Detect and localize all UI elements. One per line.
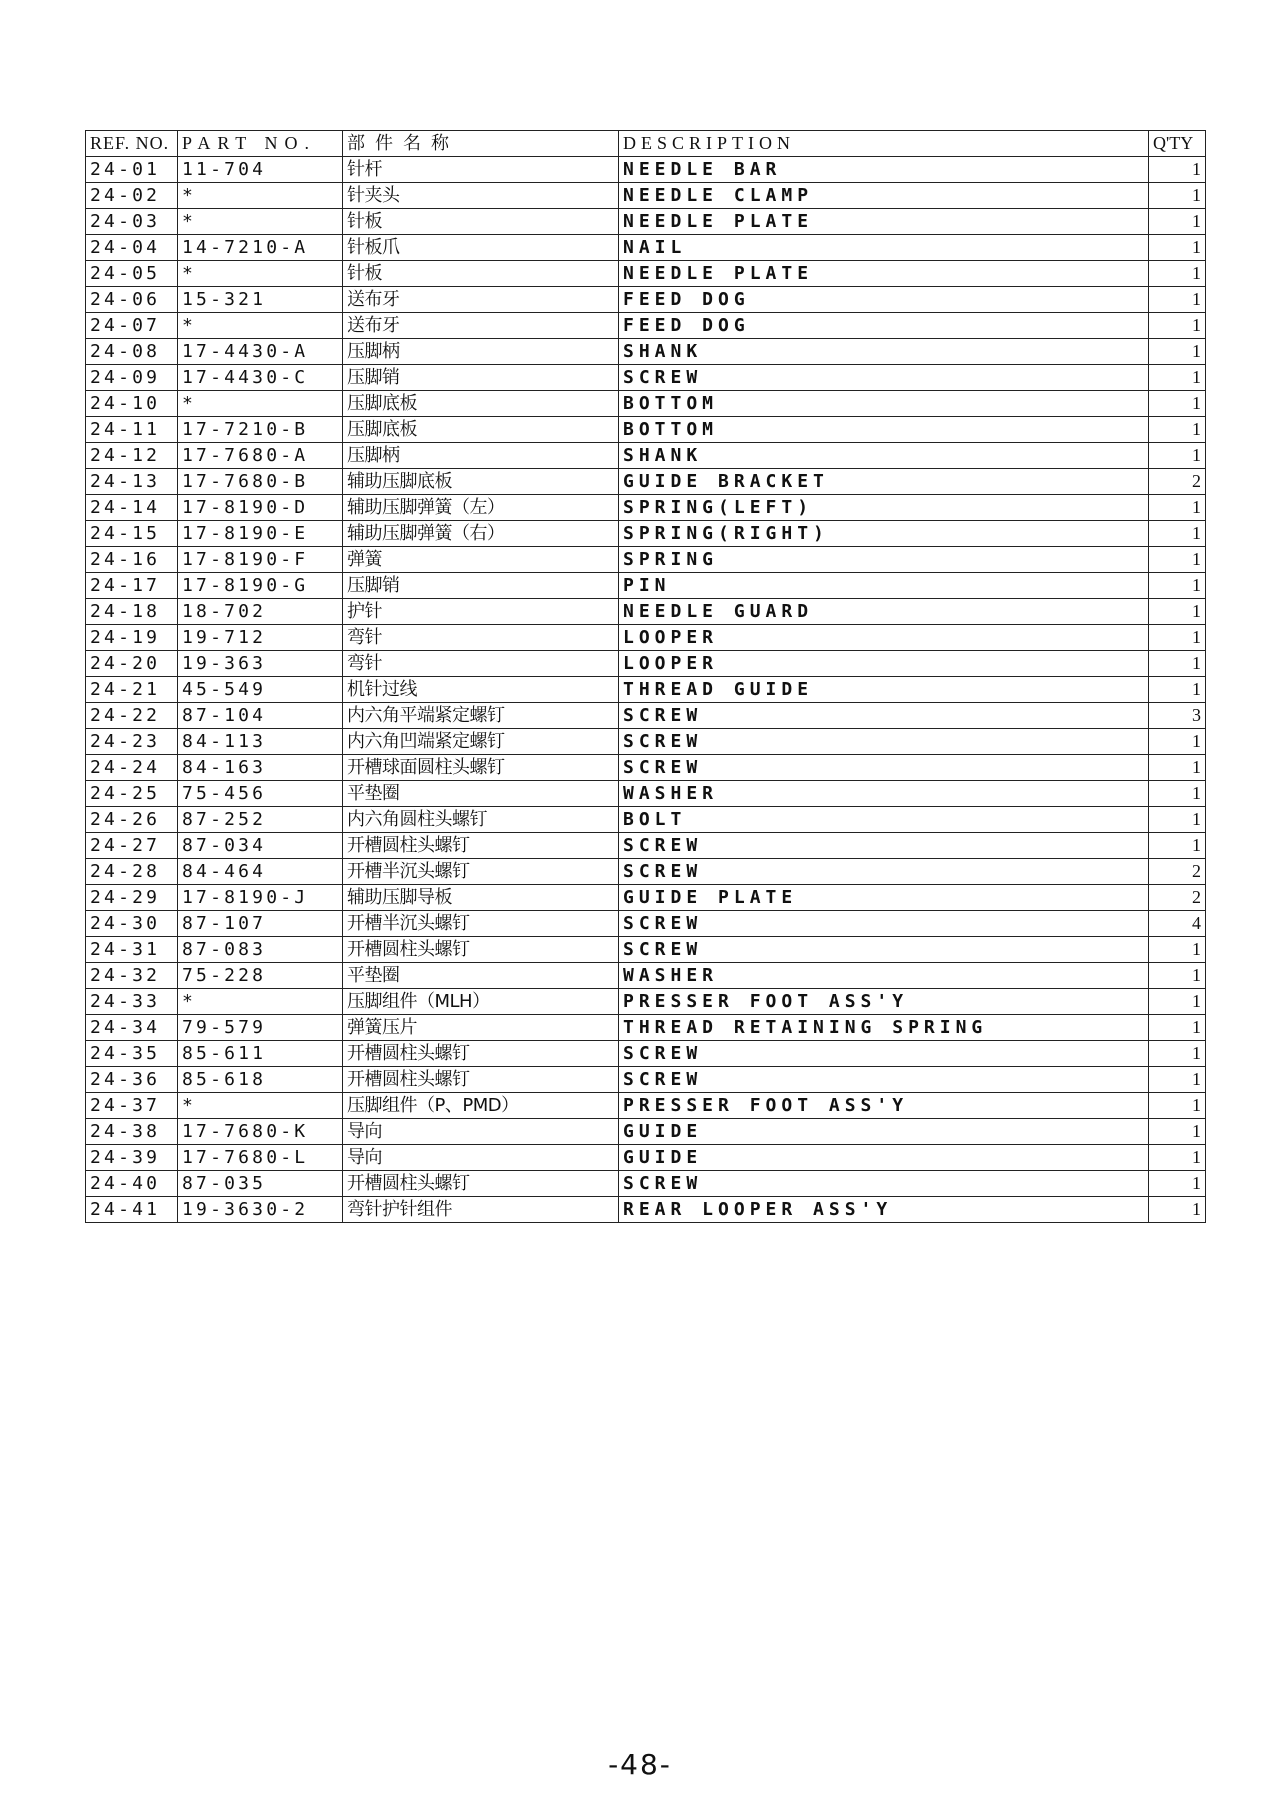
part-name-cn-cell: 辅助压脚底板 bbox=[343, 469, 619, 495]
part-name-cn-cell: 开槽圆柱头螺钉 bbox=[343, 833, 619, 859]
table-row bbox=[86, 235, 1206, 261]
part-name-cn-cell: 平垫圈 bbox=[343, 963, 619, 989]
part-no-cell: 87-104 bbox=[178, 703, 343, 729]
part-no-cell: 17-7210-B bbox=[178, 417, 343, 443]
table-row bbox=[86, 183, 1206, 209]
page-number: -48- bbox=[608, 1748, 672, 1781]
part-name-cn-cell: 压脚销 bbox=[343, 573, 619, 599]
description-cell: PIN bbox=[619, 573, 1149, 599]
part-name-cn-cell: 机针过线 bbox=[343, 677, 619, 703]
table-row bbox=[86, 1015, 1206, 1041]
part-name-cn-cell: 压脚销 bbox=[343, 365, 619, 391]
quantity-cell: 1 bbox=[1149, 417, 1206, 443]
part-name-cn-cell: 压脚柄 bbox=[343, 443, 619, 469]
part-no-cell: 15-321 bbox=[178, 287, 343, 313]
part-no-cell: 17-8190-J bbox=[178, 885, 343, 911]
table-row bbox=[86, 625, 1206, 651]
table-row bbox=[86, 261, 1206, 287]
ref-no-cell: 24-01 bbox=[86, 157, 178, 183]
table-row bbox=[86, 911, 1206, 937]
ref-no-cell: 24-37 bbox=[86, 1093, 178, 1119]
ref-no-cell: 24-11 bbox=[86, 417, 178, 443]
ref-no-cell: 24-19 bbox=[86, 625, 178, 651]
ref-no-cell: 24-04 bbox=[86, 235, 178, 261]
table-row bbox=[86, 1041, 1206, 1067]
ref-no-cell: 24-40 bbox=[86, 1171, 178, 1197]
part-no-cell: 17-8190-D bbox=[178, 495, 343, 521]
table-row bbox=[86, 339, 1206, 365]
table-row bbox=[86, 209, 1206, 235]
table-row bbox=[86, 573, 1206, 599]
part-no-cell: 75-456 bbox=[178, 781, 343, 807]
part-name-cn-cell: 弹簧 bbox=[343, 547, 619, 573]
quantity-cell: 1 bbox=[1149, 833, 1206, 859]
part-name-cn-cell: 弹簧压片 bbox=[343, 1015, 619, 1041]
ref-no-cell: 24-08 bbox=[86, 339, 178, 365]
part-no-cell: 87-107 bbox=[178, 911, 343, 937]
table-row bbox=[86, 443, 1206, 469]
ref-no-cell: 24-20 bbox=[86, 651, 178, 677]
ref-no-cell: 24-41 bbox=[86, 1197, 178, 1223]
description-cell: PRESSER FOOT ASS'Y bbox=[619, 989, 1149, 1015]
table-row bbox=[86, 547, 1206, 573]
table-row bbox=[86, 1197, 1206, 1223]
part-name-cn-cell: 辅助压脚弹簧（右） bbox=[343, 521, 619, 547]
part-no-cell: 75-228 bbox=[178, 963, 343, 989]
part-name-cn-cell: 开槽半沉头螺钉 bbox=[343, 911, 619, 937]
quantity-cell: 1 bbox=[1149, 677, 1206, 703]
description-cell: SPRING bbox=[619, 547, 1149, 573]
description-cell: SHANK bbox=[619, 443, 1149, 469]
quantity-cell: 1 bbox=[1149, 989, 1206, 1015]
part-name-cn-cell: 内六角平端紧定螺钉 bbox=[343, 703, 619, 729]
part-no-cell: 87-035 bbox=[178, 1171, 343, 1197]
description-cell: SCREW bbox=[619, 755, 1149, 781]
table-row bbox=[86, 313, 1206, 339]
part-name-cn-cell: 开槽圆柱头螺钉 bbox=[343, 1171, 619, 1197]
ref-no-cell: 24-14 bbox=[86, 495, 178, 521]
description-cell: BOTTOM bbox=[619, 391, 1149, 417]
header-part-no: PART NO. bbox=[178, 131, 343, 157]
ref-no-cell: 24-25 bbox=[86, 781, 178, 807]
part-name-cn-cell: 针夹头 bbox=[343, 183, 619, 209]
parts-table-body bbox=[86, 157, 1206, 1223]
header-name-cn: 部件名称 bbox=[343, 131, 619, 157]
part-no-cell: * bbox=[178, 1093, 343, 1119]
quantity-cell: 1 bbox=[1149, 755, 1206, 781]
part-no-cell: 84-113 bbox=[178, 729, 343, 755]
table-row bbox=[86, 469, 1206, 495]
description-cell: SCREW bbox=[619, 1041, 1149, 1067]
quantity-cell: 1 bbox=[1149, 1171, 1206, 1197]
table-row bbox=[86, 1093, 1206, 1119]
part-no-cell: 17-8190-G bbox=[178, 573, 343, 599]
table-row bbox=[86, 781, 1206, 807]
quantity-cell: 1 bbox=[1149, 261, 1206, 287]
part-no-cell: 79-579 bbox=[178, 1015, 343, 1041]
ref-no-cell: 24-15 bbox=[86, 521, 178, 547]
quantity-cell: 1 bbox=[1149, 781, 1206, 807]
parts-table bbox=[85, 130, 1206, 1223]
table-row bbox=[86, 599, 1206, 625]
ref-no-cell: 24-09 bbox=[86, 365, 178, 391]
part-name-cn-cell: 压脚组件（P、PMD） bbox=[343, 1093, 619, 1119]
quantity-cell: 2 bbox=[1149, 885, 1206, 911]
description-cell: SHANK bbox=[619, 339, 1149, 365]
table-row bbox=[86, 287, 1206, 313]
part-no-cell: * bbox=[178, 391, 343, 417]
part-name-cn-cell: 开槽圆柱头螺钉 bbox=[343, 1067, 619, 1093]
table-row bbox=[86, 989, 1206, 1015]
quantity-cell: 1 bbox=[1149, 495, 1206, 521]
part-no-cell: 14-7210-A bbox=[178, 235, 343, 261]
part-name-cn-cell: 送布牙 bbox=[343, 287, 619, 313]
ref-no-cell: 24-18 bbox=[86, 599, 178, 625]
part-no-cell: 17-7680-K bbox=[178, 1119, 343, 1145]
part-no-cell: 17-8190-E bbox=[178, 521, 343, 547]
description-cell: BOTTOM bbox=[619, 417, 1149, 443]
ref-no-cell: 24-36 bbox=[86, 1067, 178, 1093]
table-row bbox=[86, 417, 1206, 443]
table-row bbox=[86, 755, 1206, 781]
ref-no-cell: 24-26 bbox=[86, 807, 178, 833]
ref-no-cell: 24-30 bbox=[86, 911, 178, 937]
part-no-cell: 87-034 bbox=[178, 833, 343, 859]
quantity-cell: 1 bbox=[1149, 443, 1206, 469]
ref-no-cell: 24-05 bbox=[86, 261, 178, 287]
ref-no-cell: 24-07 bbox=[86, 313, 178, 339]
ref-no-cell: 24-27 bbox=[86, 833, 178, 859]
quantity-cell: 1 bbox=[1149, 1041, 1206, 1067]
table-row bbox=[86, 1171, 1206, 1197]
description-cell: SCREW bbox=[619, 1171, 1149, 1197]
description-cell: WASHER bbox=[619, 963, 1149, 989]
part-no-cell: 18-702 bbox=[178, 599, 343, 625]
part-name-cn-cell: 导向 bbox=[343, 1145, 619, 1171]
header-description: DESCRIPTION bbox=[619, 131, 1149, 157]
quantity-cell: 1 bbox=[1149, 1197, 1206, 1223]
ref-no-cell: 24-23 bbox=[86, 729, 178, 755]
part-name-cn-cell: 平垫圈 bbox=[343, 781, 619, 807]
description-cell: REAR LOOPER ASS'Y bbox=[619, 1197, 1149, 1223]
quantity-cell: 1 bbox=[1149, 807, 1206, 833]
ref-no-cell: 24-38 bbox=[86, 1119, 178, 1145]
ref-no-cell: 24-24 bbox=[86, 755, 178, 781]
part-no-cell: * bbox=[178, 209, 343, 235]
table-row bbox=[86, 885, 1206, 911]
table-row bbox=[86, 859, 1206, 885]
table-row bbox=[86, 1067, 1206, 1093]
part-no-cell: 45-549 bbox=[178, 677, 343, 703]
part-name-cn-cell: 送布牙 bbox=[343, 313, 619, 339]
ref-no-cell: 24-03 bbox=[86, 209, 178, 235]
ref-no-cell: 24-22 bbox=[86, 703, 178, 729]
description-cell: FEED DOG bbox=[619, 287, 1149, 313]
description-cell: THREAD RETAINING SPRING bbox=[619, 1015, 1149, 1041]
description-cell: SCREW bbox=[619, 911, 1149, 937]
description-cell: SCREW bbox=[619, 859, 1149, 885]
table-row bbox=[86, 963, 1206, 989]
part-name-cn-cell: 内六角圆柱头螺钉 bbox=[343, 807, 619, 833]
quantity-cell: 4 bbox=[1149, 911, 1206, 937]
table-header-row bbox=[86, 131, 1206, 157]
table-row bbox=[86, 729, 1206, 755]
header-ref-no: REF. NO. bbox=[86, 131, 178, 157]
ref-no-cell: 24-17 bbox=[86, 573, 178, 599]
part-name-cn-cell: 护针 bbox=[343, 599, 619, 625]
part-name-cn-cell: 压脚底板 bbox=[343, 391, 619, 417]
part-name-cn-cell: 辅助压脚弹簧（左） bbox=[343, 495, 619, 521]
part-no-cell: 17-4430-C bbox=[178, 365, 343, 391]
header-qty: Q'TY bbox=[1149, 131, 1206, 157]
part-name-cn-cell: 弯针护针组件 bbox=[343, 1197, 619, 1223]
quantity-cell: 1 bbox=[1149, 573, 1206, 599]
quantity-cell: 2 bbox=[1149, 859, 1206, 885]
part-name-cn-cell: 弯针 bbox=[343, 651, 619, 677]
ref-no-cell: 24-06 bbox=[86, 287, 178, 313]
part-no-cell: 84-163 bbox=[178, 755, 343, 781]
part-no-cell: 19-363 bbox=[178, 651, 343, 677]
quantity-cell: 1 bbox=[1149, 287, 1206, 313]
quantity-cell: 1 bbox=[1149, 391, 1206, 417]
description-cell: SCREW bbox=[619, 703, 1149, 729]
ref-no-cell: 24-33 bbox=[86, 989, 178, 1015]
description-cell: GUIDE bbox=[619, 1119, 1149, 1145]
part-no-cell: 17-7680-B bbox=[178, 469, 343, 495]
table-row bbox=[86, 833, 1206, 859]
ref-no-cell: 24-35 bbox=[86, 1041, 178, 1067]
description-cell: SCREW bbox=[619, 833, 1149, 859]
part-no-cell: 17-8190-F bbox=[178, 547, 343, 573]
part-no-cell: 85-611 bbox=[178, 1041, 343, 1067]
quantity-cell: 1 bbox=[1149, 1067, 1206, 1093]
quantity-cell: 1 bbox=[1149, 313, 1206, 339]
part-no-cell: 17-7680-A bbox=[178, 443, 343, 469]
quantity-cell: 1 bbox=[1149, 1119, 1206, 1145]
description-cell: SCREW bbox=[619, 1067, 1149, 1093]
ref-no-cell: 24-10 bbox=[86, 391, 178, 417]
description-cell: LOOPER bbox=[619, 625, 1149, 651]
ref-no-cell: 24-28 bbox=[86, 859, 178, 885]
quantity-cell: 1 bbox=[1149, 1015, 1206, 1041]
ref-no-cell: 24-31 bbox=[86, 937, 178, 963]
table-row bbox=[86, 807, 1206, 833]
quantity-cell: 1 bbox=[1149, 209, 1206, 235]
part-no-cell: 87-252 bbox=[178, 807, 343, 833]
table-row bbox=[86, 391, 1206, 417]
quantity-cell: 1 bbox=[1149, 547, 1206, 573]
part-no-cell: 17-4430-A bbox=[178, 339, 343, 365]
quantity-cell: 1 bbox=[1149, 625, 1206, 651]
ref-no-cell: 24-32 bbox=[86, 963, 178, 989]
table-row bbox=[86, 703, 1206, 729]
table-row bbox=[86, 651, 1206, 677]
table-row bbox=[86, 521, 1206, 547]
part-no-cell: 85-618 bbox=[178, 1067, 343, 1093]
quantity-cell: 1 bbox=[1149, 339, 1206, 365]
part-name-cn-cell: 开槽半沉头螺钉 bbox=[343, 859, 619, 885]
ref-no-cell: 24-02 bbox=[86, 183, 178, 209]
description-cell: SCREW bbox=[619, 729, 1149, 755]
part-no-cell: 19-3630-2 bbox=[178, 1197, 343, 1223]
quantity-cell: 1 bbox=[1149, 963, 1206, 989]
description-cell: WASHER bbox=[619, 781, 1149, 807]
description-cell: SPRING(LEFT) bbox=[619, 495, 1149, 521]
description-cell: SCREW bbox=[619, 937, 1149, 963]
table-row bbox=[86, 1119, 1206, 1145]
part-no-cell: 87-083 bbox=[178, 937, 343, 963]
quantity-cell: 1 bbox=[1149, 365, 1206, 391]
description-cell: NEEDLE PLATE bbox=[619, 261, 1149, 287]
part-no-cell: * bbox=[178, 313, 343, 339]
part-name-cn-cell: 内六角凹端紧定螺钉 bbox=[343, 729, 619, 755]
ref-no-cell: 24-12 bbox=[86, 443, 178, 469]
description-cell: NEEDLE BAR bbox=[619, 157, 1149, 183]
table-row bbox=[86, 677, 1206, 703]
part-name-cn-cell: 压脚组件（MLH） bbox=[343, 989, 619, 1015]
quantity-cell: 1 bbox=[1149, 937, 1206, 963]
part-name-cn-cell: 弯针 bbox=[343, 625, 619, 651]
ref-no-cell: 24-21 bbox=[86, 677, 178, 703]
description-cell: THREAD GUIDE bbox=[619, 677, 1149, 703]
description-cell: NAIL bbox=[619, 235, 1149, 261]
table-row bbox=[86, 495, 1206, 521]
quantity-cell: 1 bbox=[1149, 1145, 1206, 1171]
part-no-cell: 19-712 bbox=[178, 625, 343, 651]
description-cell: BOLT bbox=[619, 807, 1149, 833]
description-cell: SPRING(RIGHT) bbox=[619, 521, 1149, 547]
description-cell: SCREW bbox=[619, 365, 1149, 391]
part-name-cn-cell: 针板 bbox=[343, 209, 619, 235]
part-no-cell: * bbox=[178, 989, 343, 1015]
description-cell: GUIDE PLATE bbox=[619, 885, 1149, 911]
part-name-cn-cell: 压脚柄 bbox=[343, 339, 619, 365]
table-row bbox=[86, 1145, 1206, 1171]
table-row bbox=[86, 365, 1206, 391]
part-name-cn-cell: 开槽圆柱头螺钉 bbox=[343, 1041, 619, 1067]
part-no-cell: 11-704 bbox=[178, 157, 343, 183]
quantity-cell: 1 bbox=[1149, 729, 1206, 755]
ref-no-cell: 24-29 bbox=[86, 885, 178, 911]
part-no-cell: 17-7680-L bbox=[178, 1145, 343, 1171]
table-row bbox=[86, 937, 1206, 963]
part-name-cn-cell: 针杆 bbox=[343, 157, 619, 183]
part-name-cn-cell: 压脚底板 bbox=[343, 417, 619, 443]
part-name-cn-cell: 针板 bbox=[343, 261, 619, 287]
part-name-cn-cell: 导向 bbox=[343, 1119, 619, 1145]
quantity-cell: 3 bbox=[1149, 703, 1206, 729]
description-cell: LOOPER bbox=[619, 651, 1149, 677]
part-name-cn-cell: 开槽球面圆柱头螺钉 bbox=[343, 755, 619, 781]
ref-no-cell: 24-13 bbox=[86, 469, 178, 495]
part-no-cell: * bbox=[178, 183, 343, 209]
description-cell: PRESSER FOOT ASS'Y bbox=[619, 1093, 1149, 1119]
quantity-cell: 1 bbox=[1149, 157, 1206, 183]
quantity-cell: 1 bbox=[1149, 599, 1206, 625]
quantity-cell: 2 bbox=[1149, 469, 1206, 495]
part-no-cell: 84-464 bbox=[178, 859, 343, 885]
description-cell: GUIDE BRACKET bbox=[619, 469, 1149, 495]
part-name-cn-cell: 辅助压脚导板 bbox=[343, 885, 619, 911]
ref-no-cell: 24-39 bbox=[86, 1145, 178, 1171]
description-cell: NEEDLE PLATE bbox=[619, 209, 1149, 235]
description-cell: GUIDE bbox=[619, 1145, 1149, 1171]
part-no-cell: * bbox=[178, 261, 343, 287]
description-cell: NEEDLE CLAMP bbox=[619, 183, 1149, 209]
description-cell: FEED DOG bbox=[619, 313, 1149, 339]
quantity-cell: 1 bbox=[1149, 183, 1206, 209]
ref-no-cell: 24-16 bbox=[86, 547, 178, 573]
quantity-cell: 1 bbox=[1149, 1093, 1206, 1119]
table-row bbox=[86, 157, 1206, 183]
part-name-cn-cell: 开槽圆柱头螺钉 bbox=[343, 937, 619, 963]
description-cell: NEEDLE GUARD bbox=[619, 599, 1149, 625]
ref-no-cell: 24-34 bbox=[86, 1015, 178, 1041]
quantity-cell: 1 bbox=[1149, 235, 1206, 261]
quantity-cell: 1 bbox=[1149, 521, 1206, 547]
part-name-cn-cell: 针板爪 bbox=[343, 235, 619, 261]
quantity-cell: 1 bbox=[1149, 651, 1206, 677]
